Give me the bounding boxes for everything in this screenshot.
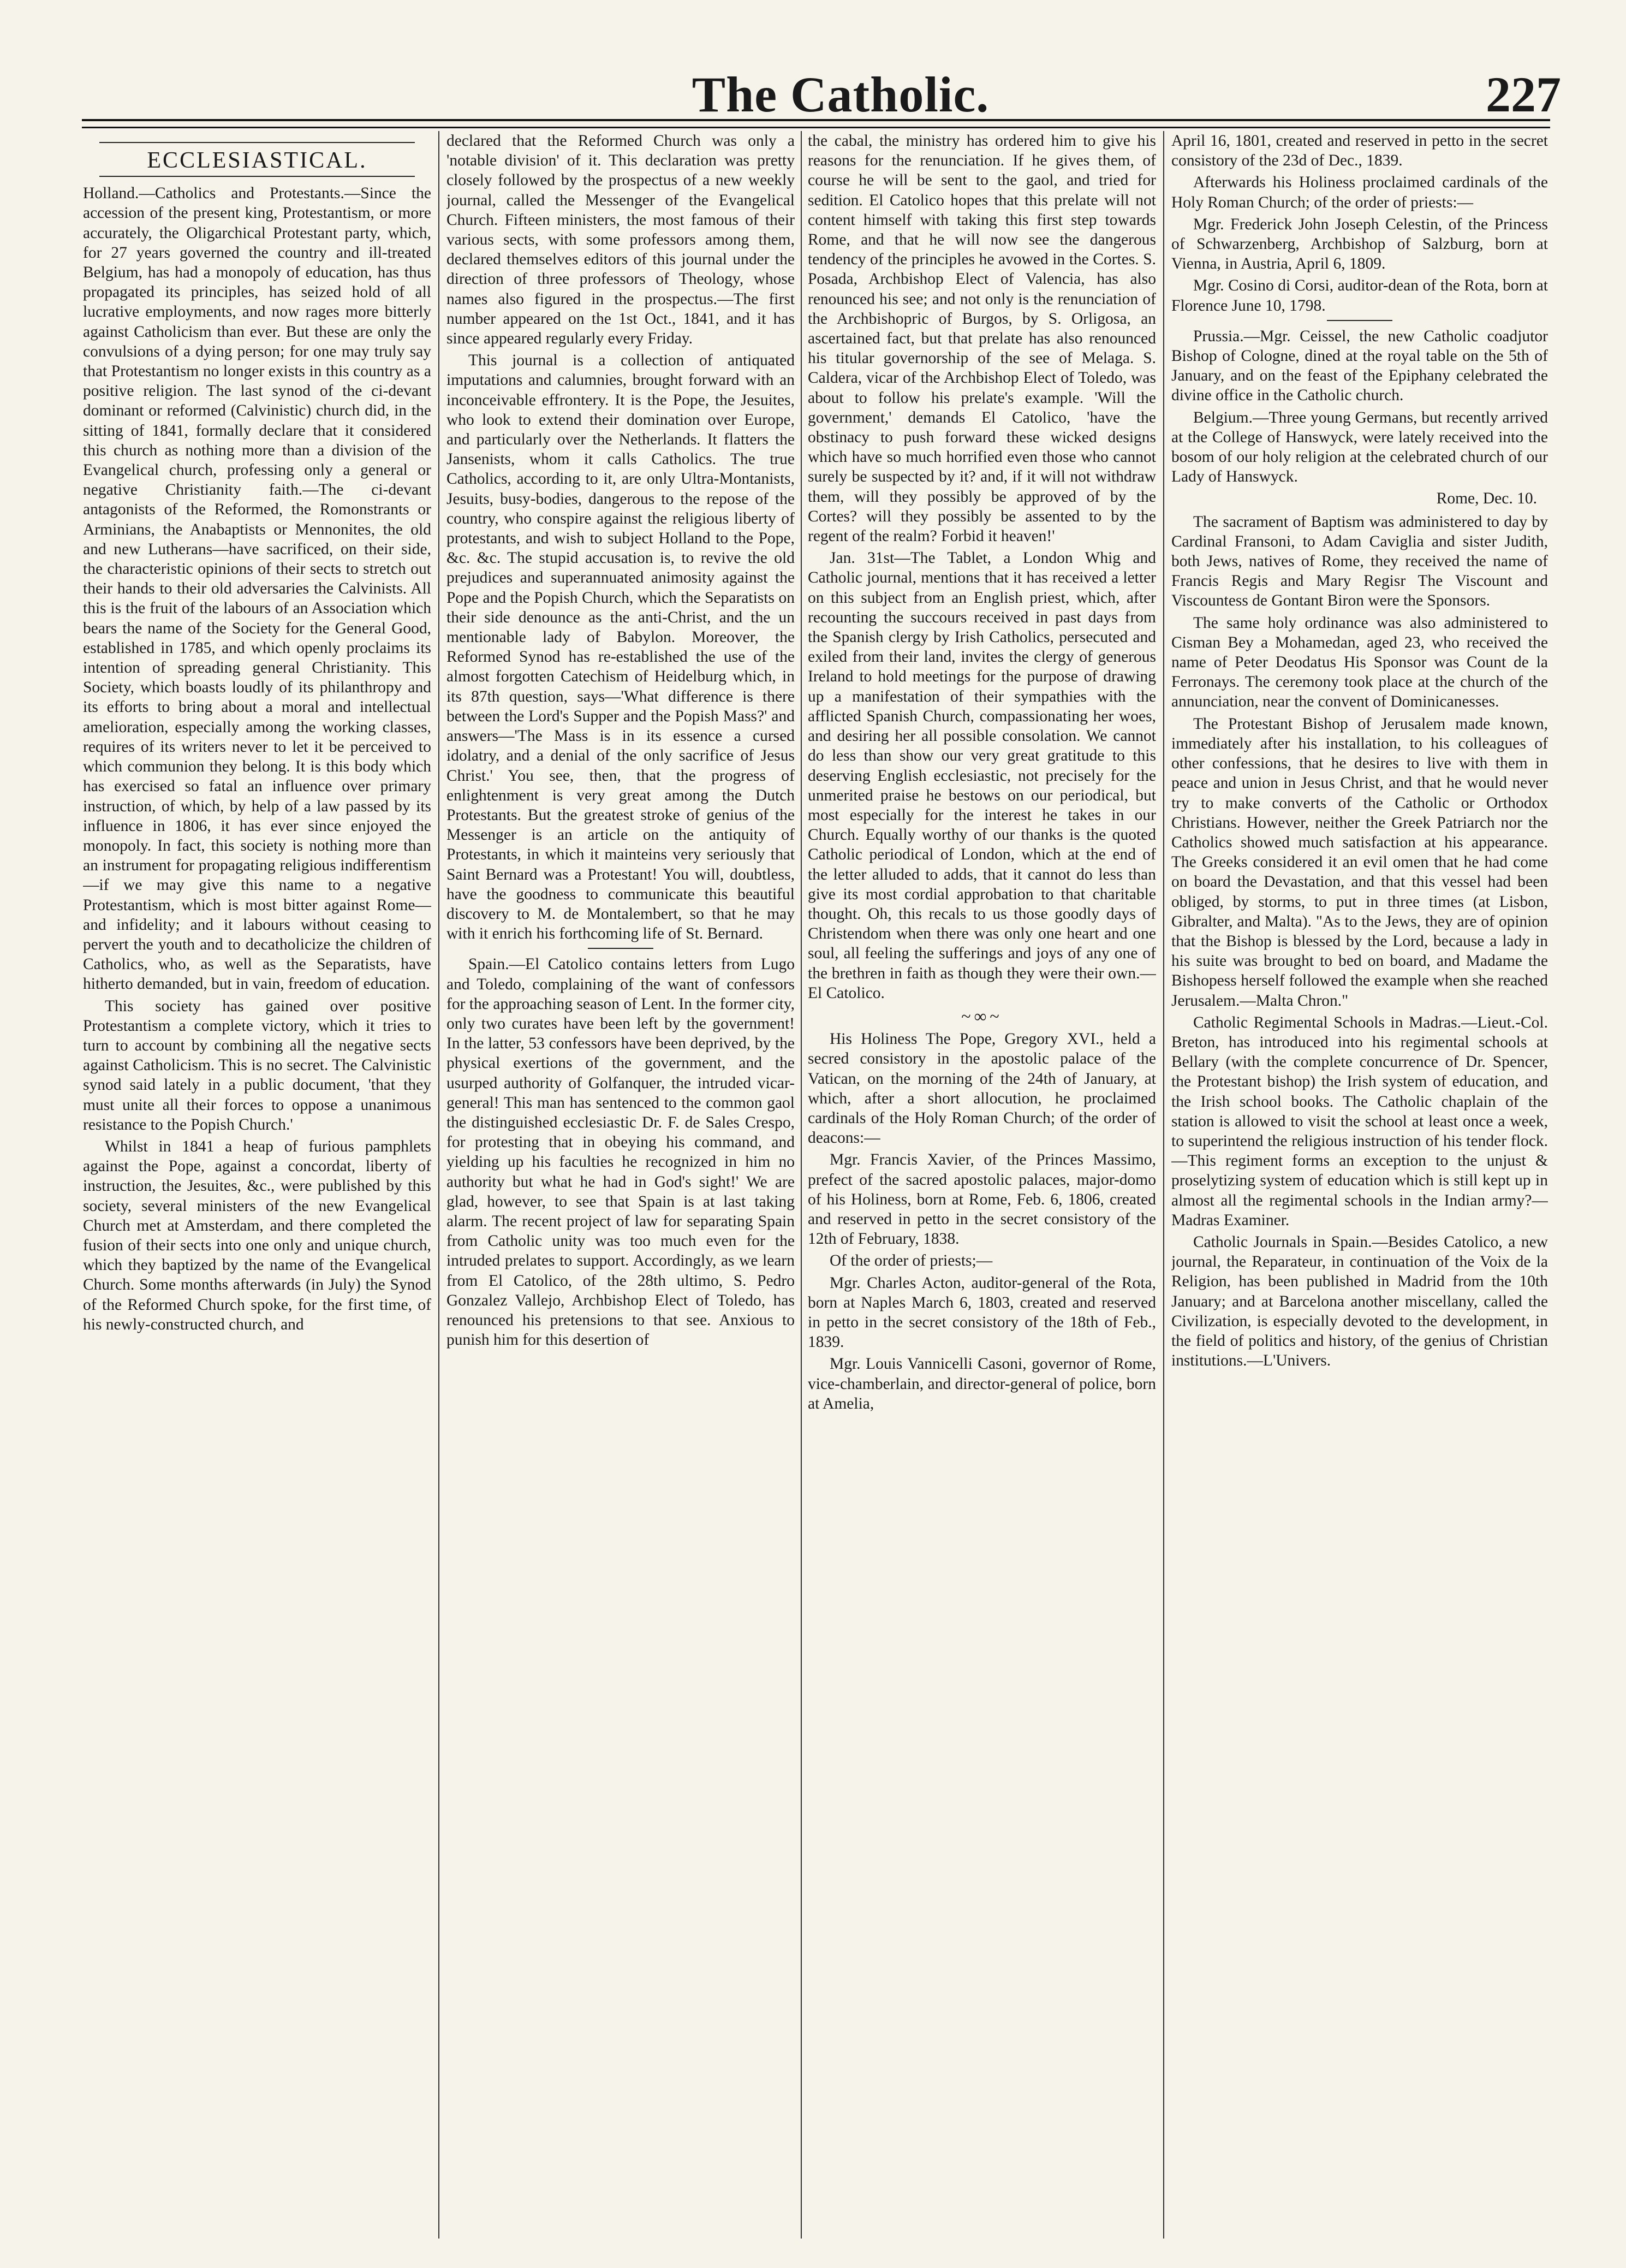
separator-rule (1327, 320, 1392, 321)
article-spain: Spain.—El Catolico contains letters from Lugo and Toledo, complaining of the want of confessors for the approaching season of Lent. In the former city, only two curates have been left by the government! In the latter, 53 confessors have been deprived, by the physical exertions of the government, and the usurped authority of Golfanquer, the intruded vicar-general! This man has sentenced to the common gaol the distinguished ecclesiastic Dr. F. de Sales Crespo, for protesting that in obeying his command, and yielding up his faculties he recognized in him no authority but what he had in God's sight!' We are glad, however, to see that Spain is at last taking alarm. The recent project of law for separating Spain from Catholic unity was too much even for the intruded prelates to support. Accordingly, as we learn from El Catolico, of the 28th ultimo, S. Pedro Gonzalez Vallejo, Archbishop Elect of Toledo, has renounced his pretensions to that see. Anxious to punish him for this desertion of (446, 955, 795, 1349)
article-paragraph: Mgr. Cosino di Corsi, auditor-dean of the Rota, born at Florence June 10, 1798. (1171, 277, 1548, 314)
article-paragraph: Mgr. Frederick John Joseph Celestin, of the Princess of Schwarzenberg, Archbishop of Salzburg, born at Vienna, in Austria, April 6, 1809. (1171, 215, 1548, 273)
column-rule (1163, 131, 1164, 2239)
dateline: Rome, Dec. 10. (1436, 490, 1537, 508)
article-paragraph: Mgr. Francis Xavier, of the Princes Massimo, prefect of the sacred apostolic palaces, major-domo of his Holiness, born at Rome, Feb. 6, 1806, created and reserved in petto in the secret consistory of the 12th of February, 1838. (808, 1151, 1156, 1248)
article-paragraph: declared that the Reformed Church was only a 'notable division' of it. This declaration was pretty closely followed by the prospectus of a new weekly journal, called the Messenger of the Evangelical Church. Fifteen ministers, the most famous of their various sects, with some professors among them, declared themselves editors of this journal under the direction of three professors of Theology, whose names also figured in the prospectus.—The first number appeared on the 1st Oct., 1841, and it has since appeared regularly every Friday. (446, 132, 795, 348)
article-consistory: His Holiness The Pope, Gregory XVI., held a secred consistory in the apostolic palace of the Vatican, on the morning of the 24th of January, at which, after a short allocution, he proclaimed cardinals of the Holy Roman Church; of the order of deacons:— (808, 1030, 1156, 1147)
article-jerusalem: The Protestant Bishop of Jerusalem made known, immediately after his installation, to his colleagues of other confessions, that he desires to live with them in peace and union in Jesus Christ, and that he would never try to make converts of the Catholic or Orthodox Christians. However, neither the Greek Patriarch nor the Catholics showed much satisfaction at his appearance. The Greeks considered it an evil omen that he had come on board the Devastation, and that this vessel had been obliged, by storms, to put in three times (at Lisbon, Gibralter, and Malta). "As to the Jews, they are of opinion that the Bishop is blessed by the Lord, because a lady in his suite was brought to bed on board, and Madame the Bishopess herself followed the example when she reached Jerusalem.—Malta Chron." (1171, 715, 1548, 1010)
header-double-rule (82, 119, 1550, 128)
article-holland: Holland.—Catholics and Protestants.—Since the accession of the present king, Protestantism, or more accurately, the Oligarchical Protestant party, which, for 27 years governed the country and ill-treated Belgium, has had a monopoly of education, has thus propagated its principles, has seized hold of all lucrative employments, and now rages more bitterly against Catholicism than ever. But these are only the convulsions of a dying person; for one may truly say that Protestantism no longer exists in this country as a positive religion. The last synod of the ci-devant dominant or reformed (Calvinistic) church did, in the sitting of 1841, formally declare that it considered this church as nothing more than a division of the Evangelical church, professing only a general or negative Christianity faith.—The ci-devant antagonists of the Reformed, the Romonstrants or Arminians, the Anabaptists or Mennonites, the old and new Lutherans—have sacrificed, on their side, the characteristic opinions of their sects to stretch out their hands to their old adversaries the Calvinists. All this is the fruit of the labours of an Association which bears the name of the Society for the General Good, established in 1785, and which openly proclaims its intention of spreading general Christianity. This Society, which boasts loudly of its philanthropy and its efforts to bring about a moral and intellectual amelioration, especially among the working classes, requires of its writers never to let it be perceived to which communion they belong. It is this body which has exercised so fatal an influence over primary instruction, of which, by help of a law passed by its influence in 1806, it has ever since enjoyed the monopoly. In fact, this society is nothing more than an instrument for propagating religious indifferentism—if we may give this name to a negative Protestantism, which is most bitter against Rome—and infidelity; and it labours without ceasing to pervert the youth and to decatholicize the children of Catholics, who, as well as the Separatists, have hitherto demanded, but in vain, freedom of education. (83, 185, 431, 993)
article-tablet: Jan. 31st—The Tablet, a London Whig and Catholic journal, mentions that it has received a letter on this subject from an English priest, which, after recounting the succours received in past days from the Spanish clergy by Irish Catholics, persecuted and exiled from their land, invites the clergy of generous Ireland to hold meetings for the purpose of drawing up a manifestation of their sympathies with the afflicted Spanish Church, compassionating her woes, and desiring her all possible consolation. We cannot do less than show our very great gratitude to this deserving English ecclesiastic, not precisely for the unmerited praise he bestows on our periodical, but most especially for the interest he takes in our Church. Equally worthy of our thanks is the quoted Catholic periodical of London, which at the end of the letter alluded to adds, that it cannot do less than give its most cordial approbation to that charitable thought. Oh, this recals to us those goodly days of Christendom when there was only one heart and one soul, all feeling the sufferings and joys of any one of the brethren in faith as though they were their own.—El Catolico. (808, 549, 1156, 1002)
article-spain-journals: Catholic Journals in Spain.—Besides Catolico, a new journal, the Reparateur, in continuation of the Voix de la Religion, has been published in Madrid from the 10th January; and at Barcelona another miscellany, called the Civilization, is especially devoted to the development, in the field of politics and history, of the genius of Christian institutions.—L'Univers. (1171, 1233, 1548, 1370)
ornament-divider: ~∞~ (961, 1006, 1003, 1026)
running-title: The Catholic. (692, 67, 990, 122)
article-paragraph: Afterwards his Holiness proclaimed cardinals of the Holy Roman Church; of the order of priests:— (1171, 174, 1548, 211)
section-rule (99, 176, 415, 177)
article-prussia: Prussia.—Mgr. Ceissel, the new Catholic coadjutor Bishop of Cologne, dined at the royal table on the 5th of January, and on the feast of the Epiphany celebrated the divine office in the Catholic church. (1171, 327, 1548, 405)
article-paragraph: Of the order of priests;— (830, 1252, 993, 1270)
article-madras: Catholic Regimental Schools in Madras.—Lieut.-Col. Breton, has introduced into his regimental schools at Bellary (with the complete concurrence of Dr. Spencer, the Protestant bishop) the Irish system of education, and the Irish school books. The Catholic chaplain of the station is allowed to visit the school at least once a week, to superintend the religious instruction of his tender flock.—This regiment forms an exception to the unjust & proselytizing system of education which is still kept up in almost all the regimental schools in the Indian army?—Madras Examiner. (1171, 1013, 1548, 1229)
article-paragraph: April 16, 1801, created and reserved in petto in the secret consistory of the 23d of Dec., 1839. (1171, 132, 1548, 170)
article-belgium: Belgium.—Three young Germans, but recently arrived at the College of Hanswyck, were lately received into the bosom of our holy religion at the celebrated church of our Lady of Hanswyck. (1171, 408, 1548, 486)
article-paragraph: the cabal, the ministry has ordered him to give his reasons for the renunciation. If he gives them, of course he will be sent to the gaol, and tried for sedition. El Catolico hopes that this prelate will not content himself with taking this first step towards Rome, and that he will now see the dangerous tendency of the principles he avowed in the Cortes. S. Posada, Archbishop Elect of Valencia, has also renounced his see; and not only is the renunciation of the Archbishopric of Burgos, by S. Orligosa, an ascertained fact, but that prelate has also renounced his titular governorship of the see of Melaga. S. Caldera, vicar of the Archbishop Elect of Toledo, was about to follow his prelate's example. 'Will the government,' demands El Catolico, 'have the obstinacy to push forward these wicked designs which have so much horrified even those who cannot surely be suspected by it? and, if it will not withdraw them, will they possibly be approved of by the Cortes? will they possibly be assented to by the regent of the realm? Forbid it heaven!' (808, 132, 1156, 545)
article-paragraph: Whilst in 1841 a heap of furious pamphlets against the Pope, against a concordat, liberty of instruction, the Jesuites, &c., were published by this society, several ministers of the new Evangelical Church met at Amsterdam, and there completed the fusion of their sects into one only and unique church, which they baptized by the name of the Evangelical Church. Some months afterwards (in July) the Synod of the Reformed Church spoke, for the first time, of his newly-constructed church, and (83, 1137, 431, 1333)
article-paragraph: Mgr. Louis Vannicelli Casoni, governor of Rome, vice-chamberlain, and director-general of police, born at Amelia, (808, 1355, 1156, 1412)
column-1 (83, 131, 431, 2239)
section-rule (99, 142, 415, 143)
column-3 (808, 131, 1156, 2239)
column-rule (801, 131, 802, 2239)
article-paragraph: Mgr. Charles Acton, auditor-general of the Rota, born at Naples March 6, 1803, created and reserved in petto in the secret consistory of the 18th of Feb., 1839. (808, 1274, 1156, 1351)
article-paragraph: This journal is a collection of antiquated imputations and calumnies, brought forward with an inconceivable effrontery. It is the Pope, the Jesuites, who look to extend their domination over Europe, and particularly over the Netherlands. It flatters the Jansenists, whom it calls Catholics. The true Catholics, according to it, are only Ultra-Montanists, Jesuits, busy-bodies, dangerous to the repose of the country, who conspire against the religious liberty of protestants, and wish to subject Holland to the Pope, &c. &c. The stupid accusation is, to revive the old prejudices and superannuated animosity against the Pope and the Popish Church, which the Separatists on their side denounce as the anti-Christ, and the un mentionable lady of Babylon. Moreover, the Reformed Synod has re-established the use of the almost forgotten Catechism of Heidelburg which, in its 87th question, says—'What difference is there between the Lord's Supper and the Popish Mass?' and answers—'The Mass is in its essence a cursed idolatry, and a denial of the only sacrifice of Jesus Christ.' You see, then, that the progress of enlightenment is very great among the Dutch Protestants. But the greatest stroke of genius of the Messenger is an article on the antiquity of Protestants, in which it mainteins very seriously that Saint Bernard was a Protestant! You will, doubtless, have the goodness to communicate this beautiful discovery to M. de Montalembert, so that he may with it enrich his forthcoming life of St. Bernard. (446, 352, 795, 943)
article-paragraph: The sacrament of Baptism was administered to day by Cardinal Fransoni, to Adam Caviglia and sister Judith, both Jews, natives of Rome, they received the name of Francis Regis and Mary Regisr The Viscount and Viscountess de Gontant Biron were the Sponsors. (1171, 513, 1548, 610)
column-rule (438, 131, 439, 2239)
article-paragraph: The same holy ordinance was also administered to Cisman Bey a Mohamedan, aged 23, who received the name of Peter Deodatus His Sponsor was Count de la Ferronays. The ceremony took place at the church of the annunciation, near the convent of Dominicanesses. (1171, 614, 1548, 711)
column-2 (446, 131, 795, 2239)
column-4 (1171, 131, 1548, 2239)
page-number: 227 (1486, 67, 1561, 122)
separator-rule (588, 948, 653, 949)
article-paragraph: This society has gained over positive Protestantism a complete victory, which it tries to turn to account by combining all the negative sects against Catholicism. This is no secret. The Calvinistic synod said lately in a public document, 'that they must unite all their forces to oppose a unanimous resistance to the Popish Church.' (83, 997, 431, 1133)
section-heading: ECCLESIASTICAL. (147, 148, 367, 173)
